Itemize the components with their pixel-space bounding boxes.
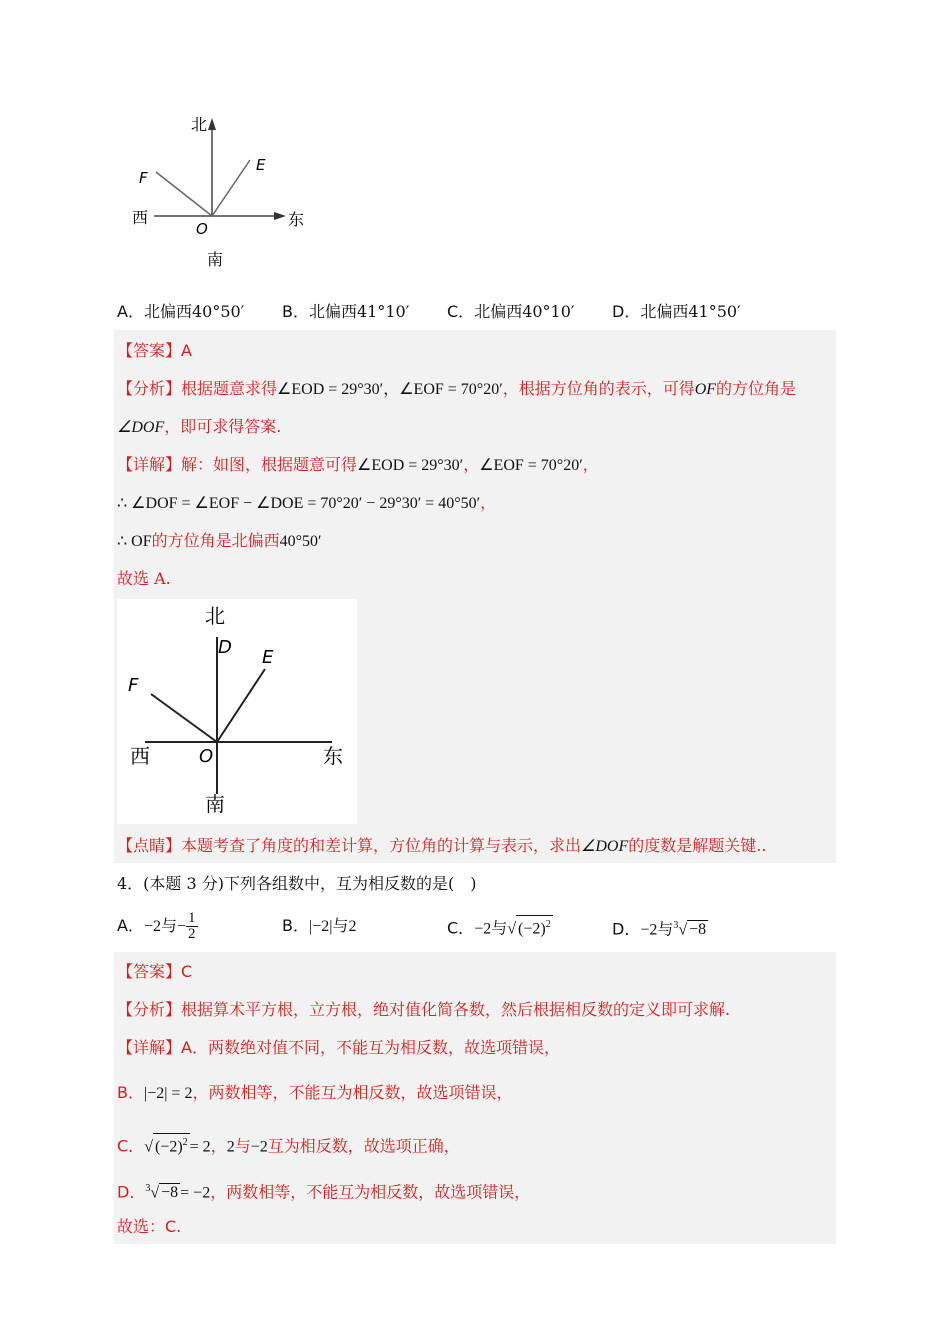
q4-analysis: 【分析】根据算术平方根，立方根，绝对值化简各数，然后根据相反数的定义即可求解. [117, 1000, 731, 1019]
fig1-e: E [256, 156, 266, 174]
fig2-o: O [199, 746, 214, 767]
q3-analysis-line2: ∠DOF，即可求得答案. [117, 417, 282, 436]
fig2-d: D [218, 637, 232, 658]
compass-figure-1 [128, 110, 308, 275]
q3-answer: 【答案】A [117, 341, 192, 360]
q3-detail-line1: 【详解】解：如图，根据题意可得∠EOD = 29°30′，∠EOF = 70°20′， [117, 455, 599, 474]
fig2-f: F [128, 675, 139, 696]
fig1-north: 北 [191, 115, 208, 134]
q4-option-d: D．−2与$^3$√ −8 [612, 919, 707, 939]
q4-stem: 4．(本题 3 分)下列各组数中，互为相反数的是( ) [117, 874, 477, 893]
fig1-f: F [139, 169, 148, 187]
q3-detail-line4: 故选 A. [117, 569, 171, 588]
q4-detail-line1: 【详解】A．两数绝对值不同，不能互为相反数，故选项错误， [117, 1038, 560, 1057]
q4-detail-c: C．√ $(-2)^2 = 2$，2与−2互为相反数，故选项正确， [117, 1133, 460, 1158]
q3-detail-line3: ∴ OF的方位角是北偏西40°50′ [117, 531, 322, 550]
fig1-south: 南 [207, 250, 224, 269]
q3-analysis-line1: 【分析】根据题意求得∠EOD = 29°30′，∠EOF = 70°20′，根据方位角的表示，可得OF的方位角是 [117, 379, 797, 398]
fig1-east: 东 [288, 210, 305, 229]
q3-option-c: C．北偏西40°10′ [447, 302, 575, 321]
q3-detail-line2: ∴ ∠DOF = ∠EOF − ∠DOE = 70°20′ − 29°30′ = 40°50′， [117, 493, 497, 512]
fig1-o: O [196, 220, 208, 238]
fig2-south: 南 [205, 792, 225, 816]
q4-option-c: C．−2与√ $(-2)^2$ [447, 915, 553, 940]
q3-option-d: D．北偏西41°50′ [612, 302, 741, 321]
fig2-west: 西 [130, 744, 150, 768]
q4-detail-d: D．$^3$√ −8 = −2，两数相等，不能互为相反数，故选项错误， [117, 1182, 531, 1202]
fig2-east: 东 [323, 744, 343, 768]
q4-detail-b: B．|−2| = 2，两数相等，不能互为相反数，故选项错误， [117, 1083, 513, 1102]
q4-answer: 【答案】C [117, 962, 193, 981]
q4-option-b: B．|−2|与2 [282, 916, 357, 935]
q3-option-b: B．北偏西41°10′ [282, 302, 410, 321]
q4-final: 故选：C. [117, 1217, 182, 1236]
fig2-e: E [262, 647, 274, 668]
fig1-west: 西 [132, 208, 149, 227]
fig2-north: 北 [205, 604, 225, 628]
q4-option-a: A．−2与− $\frac{1}{2}$ [117, 910, 196, 942]
q3-comment: 【点睛】本题考查了角度的和差计算，方位角的计算与表示，求出∠DOF的度数是解题关键.. [117, 836, 767, 855]
q3-option-a: A．北偏西40°50′ [117, 302, 245, 321]
compass-figure-2 [117, 599, 357, 824]
